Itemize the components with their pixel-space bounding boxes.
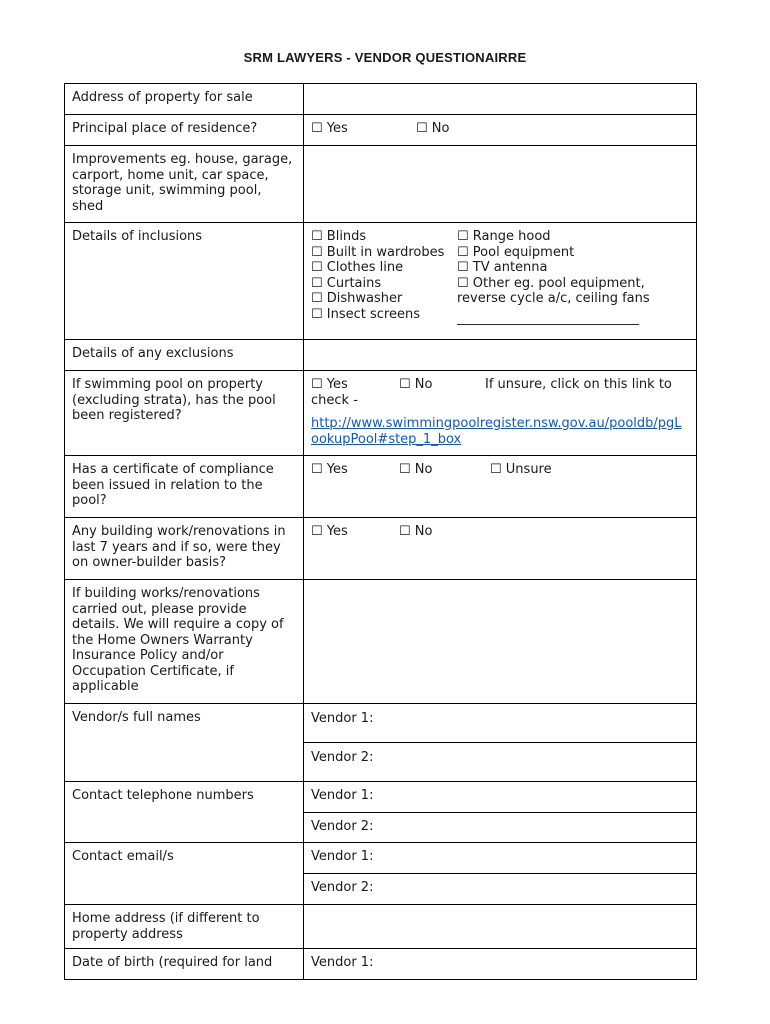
row-building-details — [65, 580, 697, 704]
field-emails-vendor1[interactable]: Vendor 1: — [304, 843, 697, 874]
inclusion-blinds-checkbox[interactable]: ☐ Blinds — [311, 229, 367, 244]
row-inclusions — [65, 223, 697, 340]
questionnaire-table — [64, 83, 697, 980]
inclusion-other-checkbox[interactable]: ☐ Other eg. pool equipment, reverse cycle a/c, ceiling fans — [457, 275, 650, 306]
label-home-address: Home address (if different to property address — [65, 905, 304, 949]
inclusion-other-line[interactable]: ____________________________ — [457, 312, 639, 325]
building-no-checkbox[interactable]: ☐ No — [399, 524, 433, 539]
row-emails-v1 — [65, 843, 697, 874]
certificate-unsure-checkbox[interactable]: ☐ Unsure — [490, 462, 552, 477]
row-names-v1 — [65, 704, 697, 743]
label-emails: Contact email/s — [65, 843, 304, 905]
field-emails-vendor2[interactable]: Vendor 2: — [304, 874, 697, 905]
inclusion-insectscreens-checkbox[interactable]: ☐ Insect screens — [311, 306, 420, 322]
certificate-yes-checkbox[interactable]: ☐ Yes — [311, 462, 348, 477]
row-phones-v1 — [65, 782, 697, 813]
inclusion-poolequipment-checkbox[interactable]: ☐ Pool equipment — [457, 244, 575, 260]
inclusion-dishwasher-checkbox[interactable]: ☐ Dishwasher — [311, 291, 403, 306]
field-exclusions[interactable] — [304, 340, 697, 371]
inclusion-wardrobes-checkbox[interactable]: ☐ Built in wardrobes — [311, 244, 445, 260]
pool-no-checkbox[interactable]: ☐ No — [399, 377, 433, 392]
pool-note: If unsure, click on this link to check - — [311, 377, 672, 408]
inclusion-curtains-checkbox[interactable]: ☐ Curtains — [311, 275, 382, 291]
label-exclusions: Details of any exclusions — [65, 340, 304, 371]
label-dob: Date of birth (required for land — [65, 949, 304, 980]
field-building-details[interactable] — [304, 580, 697, 704]
label-residence: Principal place of residence? — [65, 115, 304, 146]
label-address: Address of property for sale — [65, 84, 304, 115]
row-dob — [65, 949, 697, 980]
row-pool — [65, 371, 697, 456]
pool-yes-checkbox[interactable]: ☐ Yes — [311, 377, 348, 392]
pool-register-link[interactable]: http://www.swimmingpoolregister.nsw.gov.au/pooldb/pgLookupPool#step_1_box — [311, 416, 682, 447]
building-yes-checkbox[interactable]: ☐ Yes — [311, 524, 348, 539]
row-residence — [65, 115, 697, 146]
residence-yes-checkbox[interactable]: ☐ Yes — [311, 121, 348, 136]
row-building — [65, 518, 697, 580]
label-pool: If swimming pool on property (excluding strata), has the pool been registered? — [65, 371, 304, 456]
row-exclusions — [65, 340, 697, 371]
field-phones-vendor1[interactable]: Vendor 1: — [304, 782, 697, 813]
label-certificate: Has a certificate of compliance been issued in relation to the pool? — [65, 456, 304, 518]
page-title: SRM LAWYERS - VENDOR QUESTIONAIRRE — [243, 50, 527, 65]
field-names-vendor2[interactable]: Vendor 2: — [304, 743, 697, 782]
field-address[interactable] — [304, 84, 697, 115]
field-home-address[interactable] — [304, 905, 697, 949]
label-improvements: Improvements eg. house, garage, carport, home unit, car space, storage unit, swimming pool, shed — [65, 146, 304, 223]
row-certificate — [65, 456, 697, 518]
label-inclusions: Details of inclusions — [65, 223, 304, 340]
label-names: Vendor/s full names — [65, 704, 304, 782]
row-improvements — [65, 146, 697, 223]
row-home-address — [65, 905, 697, 949]
field-pool — [304, 371, 697, 456]
field-names-vendor1[interactable]: Vendor 1: — [304, 704, 697, 743]
field-building — [304, 518, 697, 580]
field-inclusions — [304, 223, 697, 340]
field-certificate — [304, 456, 697, 518]
certificate-no-checkbox[interactable]: ☐ No — [399, 462, 433, 477]
label-building-details: If building works/renovations carried out, please provide details. We will require a copy of the Home Owners Warranty Insurance Policy and/or Occupation Certificate, if applicable — [65, 580, 304, 704]
residence-no-checkbox[interactable]: ☐ No — [416, 121, 450, 136]
inclusion-clothesline-checkbox[interactable]: ☐ Clothes line — [311, 260, 404, 275]
field-dob-vendor1[interactable]: Vendor 1: — [304, 949, 697, 980]
field-improvements[interactable] — [304, 146, 697, 223]
field-phones-vendor2[interactable]: Vendor 2: — [304, 813, 697, 843]
row-address — [65, 84, 697, 115]
field-residence — [304, 115, 697, 146]
label-building: Any building work/renovations in last 7 years and if so, were they on owner-builder basis? — [65, 518, 304, 580]
label-phones: Contact telephone numbers — [65, 782, 304, 843]
inclusion-rangehood-checkbox[interactable]: ☐ Range hood — [457, 229, 551, 244]
inclusion-tvantenna-checkbox[interactable]: ☐ TV antenna — [457, 260, 548, 275]
